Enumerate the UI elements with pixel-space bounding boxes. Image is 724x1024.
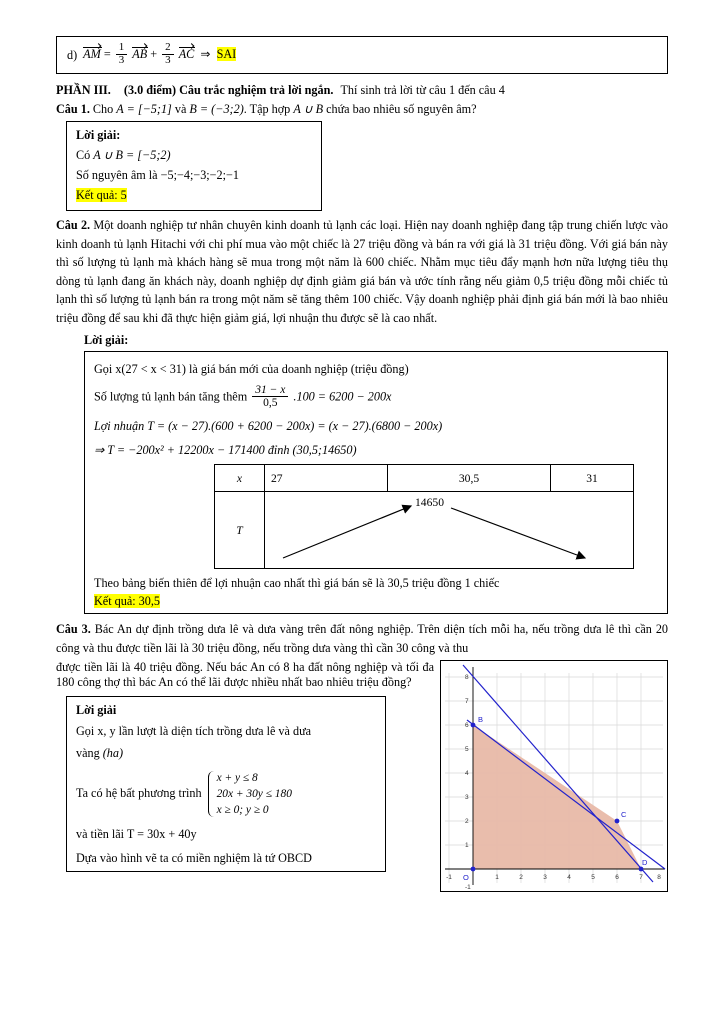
cau2-line2: Số lượng tủ lạnh bán tăng thêm $\frac{31 - x}{0,5}$ .100 = 6200 − 200x <box>94 384 392 410</box>
vector-ac: AC <box>178 46 195 61</box>
svg-text:O: O <box>463 872 469 882</box>
vector-ab: AB <box>132 46 148 61</box>
cau1-set-a: A = [−5;1] <box>116 102 172 116</box>
answer-d-expression <box>83 40 237 67</box>
fraction-one-third: $\frac{1}{3}$ <box>116 42 128 66</box>
table-row: T 14650 <box>215 492 634 569</box>
implies-arrow: ⇒ <box>200 46 211 61</box>
svg-text:8: 8 <box>657 873 661 881</box>
svg-text:B: B <box>478 714 484 724</box>
cau2-question <box>56 216 668 327</box>
cau2-conclusion: Theo bảng biến thiên để lợi nhuận cao nhất thì giá bán sẽ là 30,5 triệu đồng 1 chiếc <box>94 576 500 591</box>
table-row: x 27 30,5 31 <box>215 465 634 492</box>
cau3-lower-block <box>56 660 668 892</box>
answer-d-box <box>56 36 668 74</box>
cau2-line1: Gọi x(27 < x < 31) là giá bán mới của doanh nghiệp (triệu đồng) <box>94 362 409 377</box>
svg-text:2: 2 <box>519 873 523 881</box>
cau3-s5: Dựa vào hình vẽ ta có miền nghiệm là tứ OBCD <box>76 851 312 866</box>
cau2-body: Một doanh nghiệp tư nhân chuyên kinh doanh tủ lạnh các loại. Hiện nay doanh nghiệp đang tập trung chiến lược vào kinh doanh tủ lạnh Hitachi với chi phí mua vào một chiếc là 27 triệu đồng và bán ra với giá là 31 triệu đồng. Với giá bán này thì số lượng tủ lạnh mà khách hàng sẽ mua trong một năm là 600 chiếc. Nhằm mục tiêu đẩy mạnh hơn nữa lượng tiêu thụ dòng tủ lạnh đang ăn khách này, doanh nghiệp dự định giảm giá bán và ước tính rằng nếu giảm 0,5 triệu đồng mỗi chiếc tủ lạnh thì số lượng tủ lạnh bán ra trong một năm sẽ tăng thêm 100 chiếc. Vậy doanh nghiệp phải định giá bán mới là bao nhiêu triệu đồng để sau khi đã thực hiện giảm giá, lợi nhuận thu được sẽ là cao nhất. <box>56 218 669 325</box>
svg-text:1: 1 <box>465 841 469 849</box>
cau3-body2: được tiền lãi là 40 triệu đồng. Nếu bác An có 8 ha đất nông nghiệp và tối đa 180 công thợ thì bác An có thể lãi được nhiều nhất bao nhiêu triệu đồng? <box>56 659 434 689</box>
svg-text:1: 1 <box>495 873 499 881</box>
variation-table <box>214 464 634 569</box>
svg-text:6: 6 <box>615 873 619 881</box>
cau1-result: Kết quả: 5 <box>76 188 127 202</box>
cau2-solution-box <box>84 351 668 614</box>
cau3-s2: vàng (ha) <box>76 745 124 760</box>
cau3-body: Bác An dự định trồng dưa lê và dưa vàng trên đất nông nghiệp. Trên diện tích mỗi ha, nếu trồng dưa lê thì cần 20 công và thu được tiền lãi là 30 triệu đồng, nếu trồng dưa vàng thì cần 30 công và thu <box>56 622 669 655</box>
cau2-variation-table <box>214 464 634 569</box>
svg-text:4: 4 <box>465 769 469 777</box>
fraction-two-thirds: $\frac{2}{3}$ <box>162 42 174 66</box>
cau2-solution-title: Lời giải: <box>84 333 129 348</box>
plus-sign: + <box>150 46 158 61</box>
cau2-label: Câu 2. <box>56 218 91 232</box>
cau1-text-a: Cho <box>92 102 114 116</box>
cau1-union: A ∪ B <box>293 102 324 116</box>
part3-type: Câu trắc nghiệm trả lời ngắn. <box>179 83 334 97</box>
cau1-set-b: B = (−3;2) <box>189 102 244 116</box>
part3-label: PHẦN III. <box>56 83 111 97</box>
cau3-solution-box <box>66 696 386 872</box>
variation-arrows <box>265 492 633 568</box>
cau3-s4: và tiền lãi T = 30x + 40y <box>76 827 197 842</box>
svg-text:3: 3 <box>543 873 547 881</box>
verdict-sai: SAI <box>216 46 237 61</box>
cau1-question <box>56 102 668 117</box>
svg-text:7: 7 <box>465 697 469 705</box>
cau1-text-b: . Tập hợp <box>243 102 291 116</box>
variation-arrows-cell <box>265 492 634 569</box>
equals-sign: = <box>103 46 111 61</box>
cau3-label: Câu 3. <box>56 622 91 637</box>
part3-heading <box>56 83 668 98</box>
cau1-text-c: chứa bao nhiêu số nguyên âm? <box>326 102 477 116</box>
cau2-line4: ⇒ T = −200x² + 12200x − 171400 đỉnh (30,5;14650) <box>94 443 357 458</box>
svg-text:5: 5 <box>465 745 469 753</box>
svg-text:3: 3 <box>465 793 469 801</box>
answer-d-label: d) <box>67 47 78 62</box>
svg-text:D: D <box>642 857 648 867</box>
brace-left <box>208 771 216 818</box>
fraction-31-minus-x-over-05: $\frac{31 - x}{0,5}$ <box>252 384 288 409</box>
cau1-solution-box <box>66 121 322 211</box>
feasible-region-graph <box>440 660 668 892</box>
cau2-line3: Lợi nhuận T = (x − 27).(600 + 6200 − 200x) = (x − 27).(6800 − 200x) <box>94 419 443 434</box>
svg-text:C: C <box>621 809 627 819</box>
cau1-solution-title: Lời giải: <box>76 128 121 142</box>
svg-text:7: 7 <box>639 873 643 881</box>
part3-points: (3.0 điểm) <box>123 83 177 97</box>
part3-note: Thí sinh trả lời từ câu 1 đến câu 4 <box>340 83 505 97</box>
svg-text:-1: -1 <box>446 873 452 881</box>
cau1-label: Câu 1. <box>56 102 90 116</box>
svg-text:4: 4 <box>567 873 571 881</box>
cau3-question <box>56 620 668 657</box>
cau3-solution-title: Lời giải <box>76 702 117 717</box>
graph-svg <box>441 661 667 891</box>
svg-text:5: 5 <box>591 873 595 881</box>
cau2-result: Kết quả: 30,5 <box>94 594 161 609</box>
svg-text:-1: -1 <box>465 883 471 891</box>
svg-text:2: 2 <box>465 817 469 825</box>
svg-text:6: 6 <box>465 721 469 729</box>
cau1-line1: Có A ∪ B = [−5;2) <box>76 148 171 162</box>
vector-am: AM <box>83 46 101 61</box>
cau1-line2: Số nguyên âm là −5;−4;−3;−2;−1 <box>76 168 240 182</box>
system-of-inequalities: x + y ≤ 8 20x + 30y ≤ 180 x ≥ 0; y ≥ 0 <box>208 770 292 819</box>
content-wrapper <box>56 36 668 892</box>
cau1-and: và <box>174 102 187 116</box>
svg-text:8: 8 <box>465 673 469 681</box>
cau3-s1: Gọi x, y lần lượt là diện tích trồng dưa lê và dưa <box>76 723 312 738</box>
variation-max-value: 14650 <box>415 496 444 510</box>
cau3-s3: Ta có hệ bất phương trình x + y ≤ 8 20x + 30y ≤ 180 x ≥ 0; y ≥ 0 <box>76 770 376 819</box>
